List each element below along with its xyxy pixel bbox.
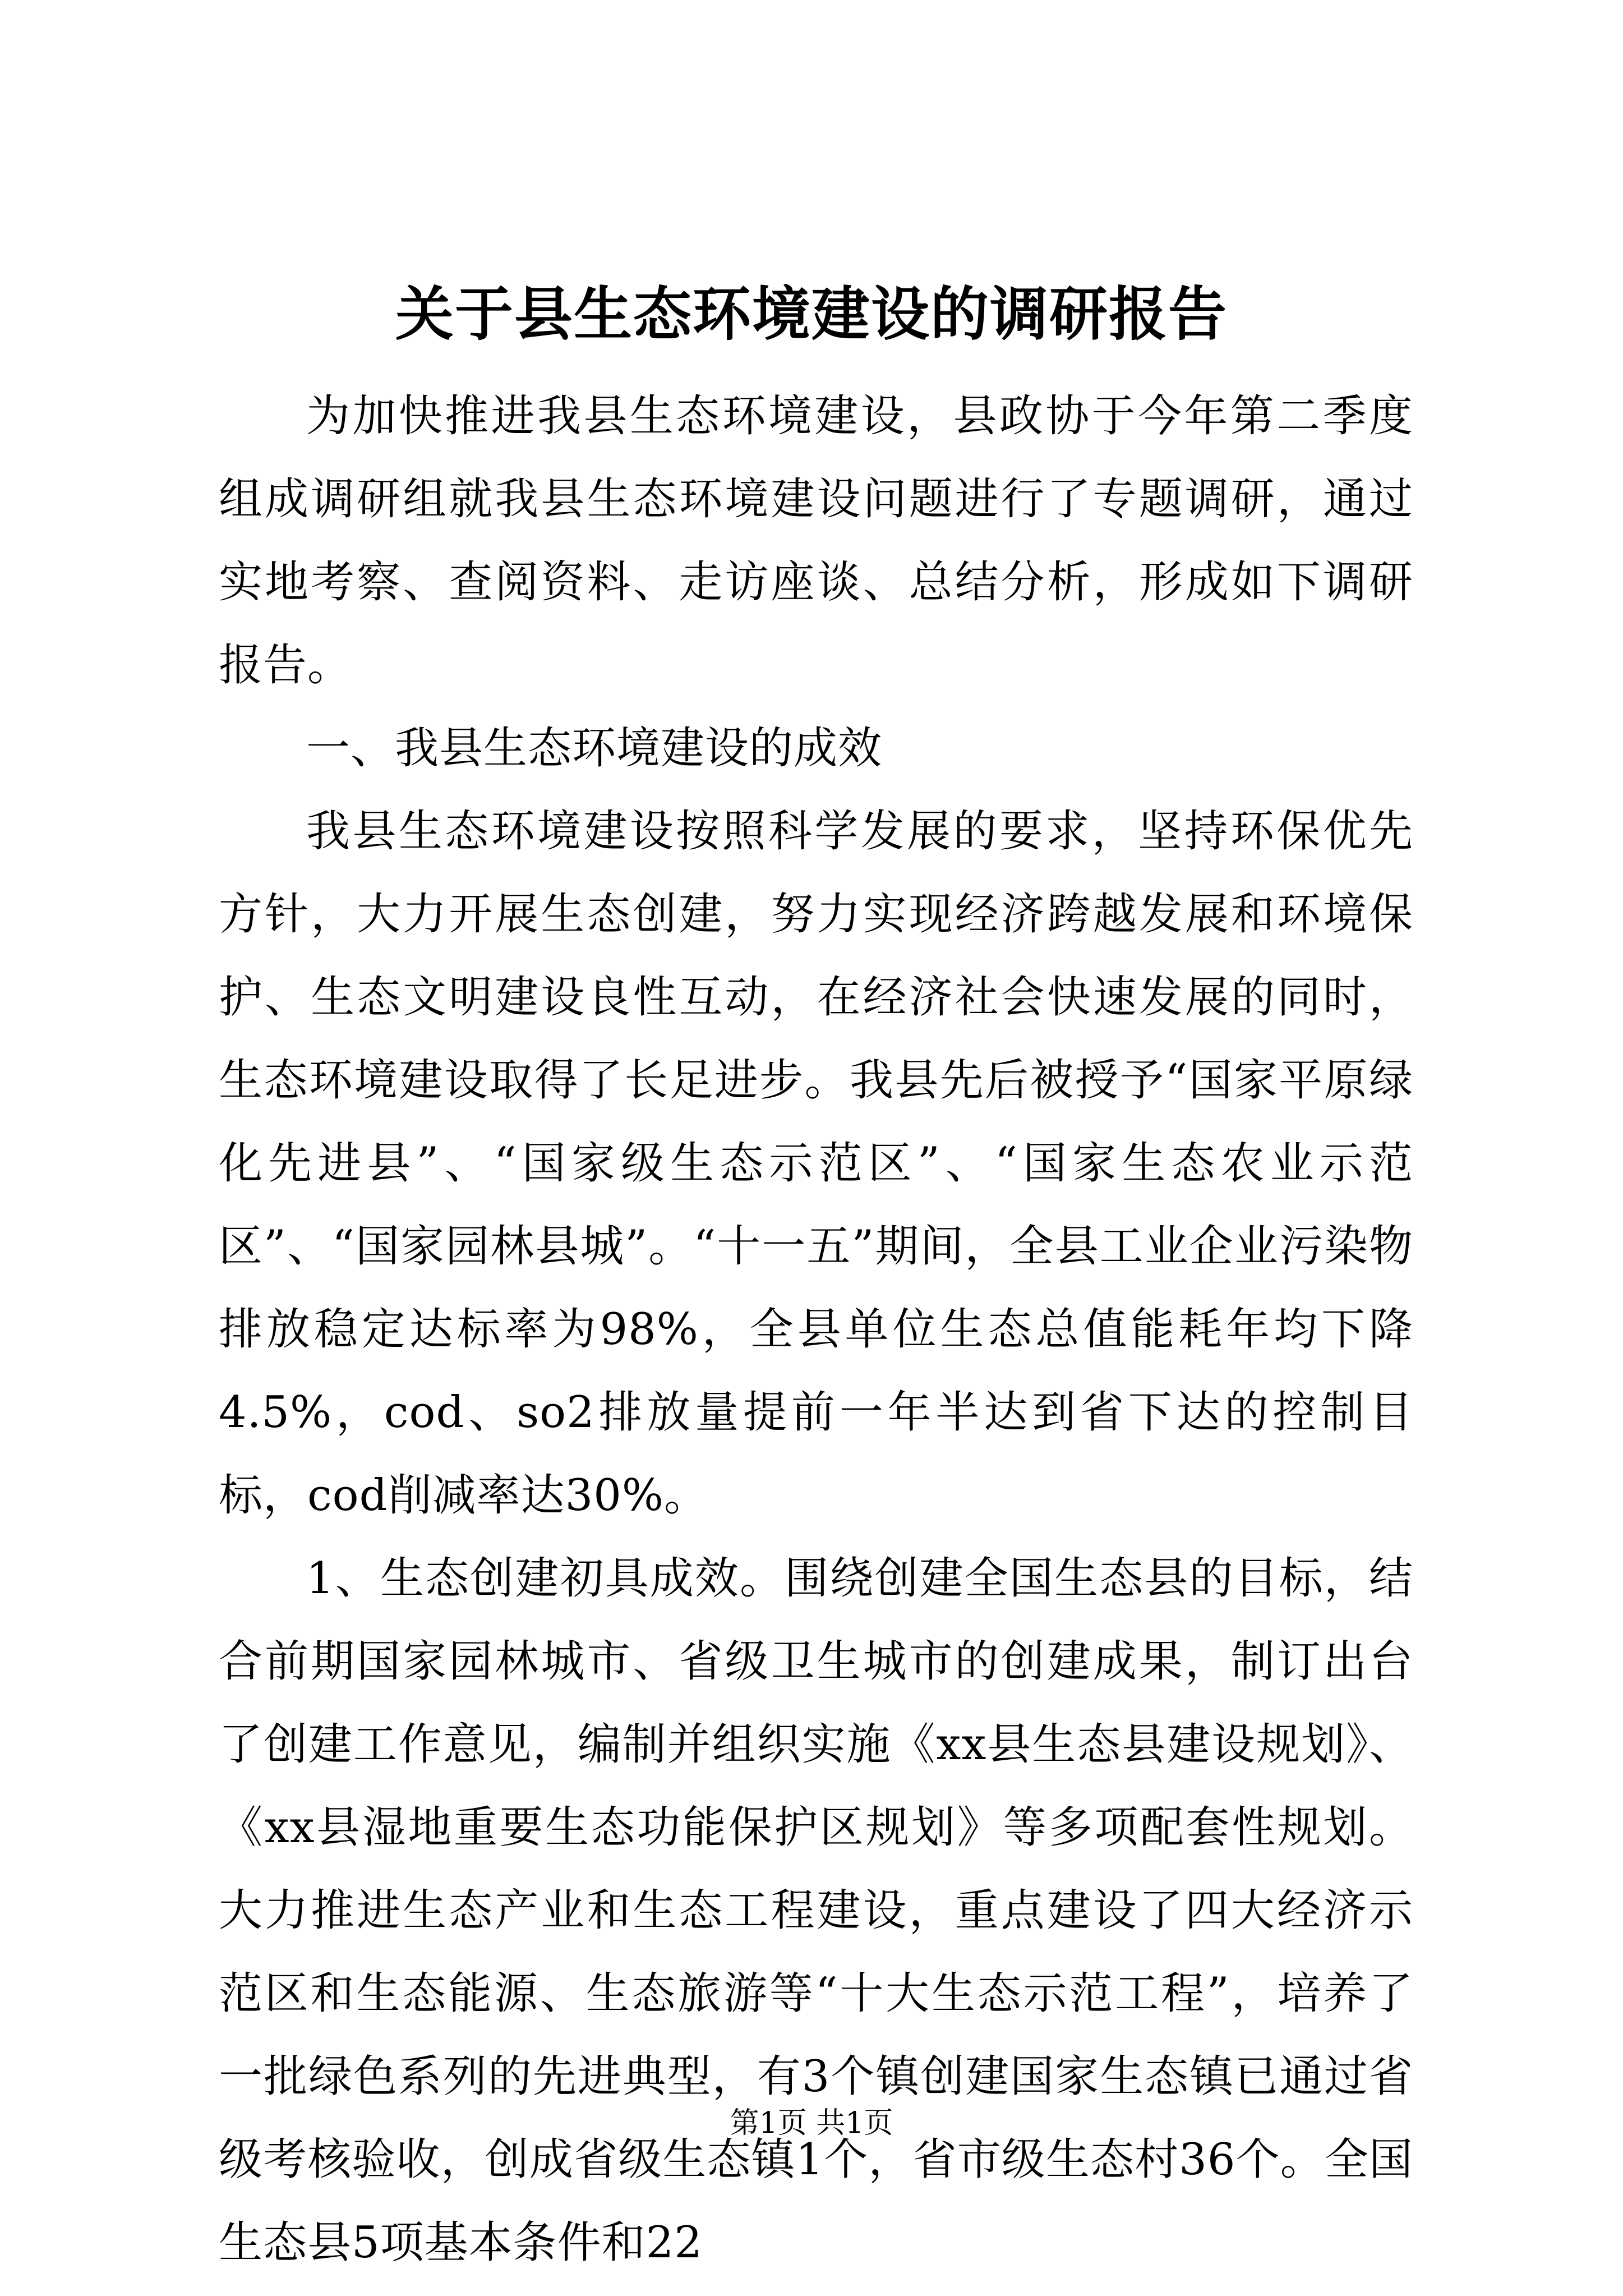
page-footer: 第1页 共1页	[730, 2106, 893, 2140]
paragraph-ecological-creation: 1、生态创建初具成效。围绕创建全国生态县的目标，结合前期国家园林城市、省级卫生城市的创建成果，制订出台了创建工作意见，编制并组织实施《xx县生态县建设规划》、《xx县湿地重要生态功能保护区规划》等多项配套性规划。大力推进生态产业和生态工程建设，重点建设了四大经济示范区和生态能源、生态旅游等“十大生态示范工程”，培养了一批绿色系列的先进典型，有3个镇创建国家生态镇已通过省级考核验收，创成省级生态镇1个，省市级生态村36个。全国生态县5项基本条件和22	[219, 1553, 1413, 2268]
paragraph-achievements: 我县生态环境建设按照科学发展的要求，坚持环保优先方针，大力开展生态创建，努力实现经济跨越发展和环境保护、生态文明建设良性互动，在经济社会快速发展的同时，生态环境建设取得了长足进步。我县先后被授予“国家平原绿化先进县”、“国家级生态示范区”、“国家生态农业示范区”、“国家园林县城”。“十一五”期间，全县工业企业污染物排放稳定达标率为98%，全县单位生态总值能耗年均下降4.5%，cod、so2排放量提前一年半达到省下达的控制目标，cod削减率达30%。	[219, 806, 1413, 1521]
paragraph-intro: 为加快推进我县生态环境建设，县政协于今年第二季度组成调研组就我县生态环境建设问题进行了专题调研，通过实地考察、查阅资料、走访座谈、总结分析，形成如下调研报告。	[219, 391, 1413, 691]
document-body	[219, 375, 1413, 2284]
section-heading: 一、我县生态环境建设的成效	[306, 723, 883, 774]
document-title: 关于县生态环境建设的调研报告	[395, 279, 1228, 348]
